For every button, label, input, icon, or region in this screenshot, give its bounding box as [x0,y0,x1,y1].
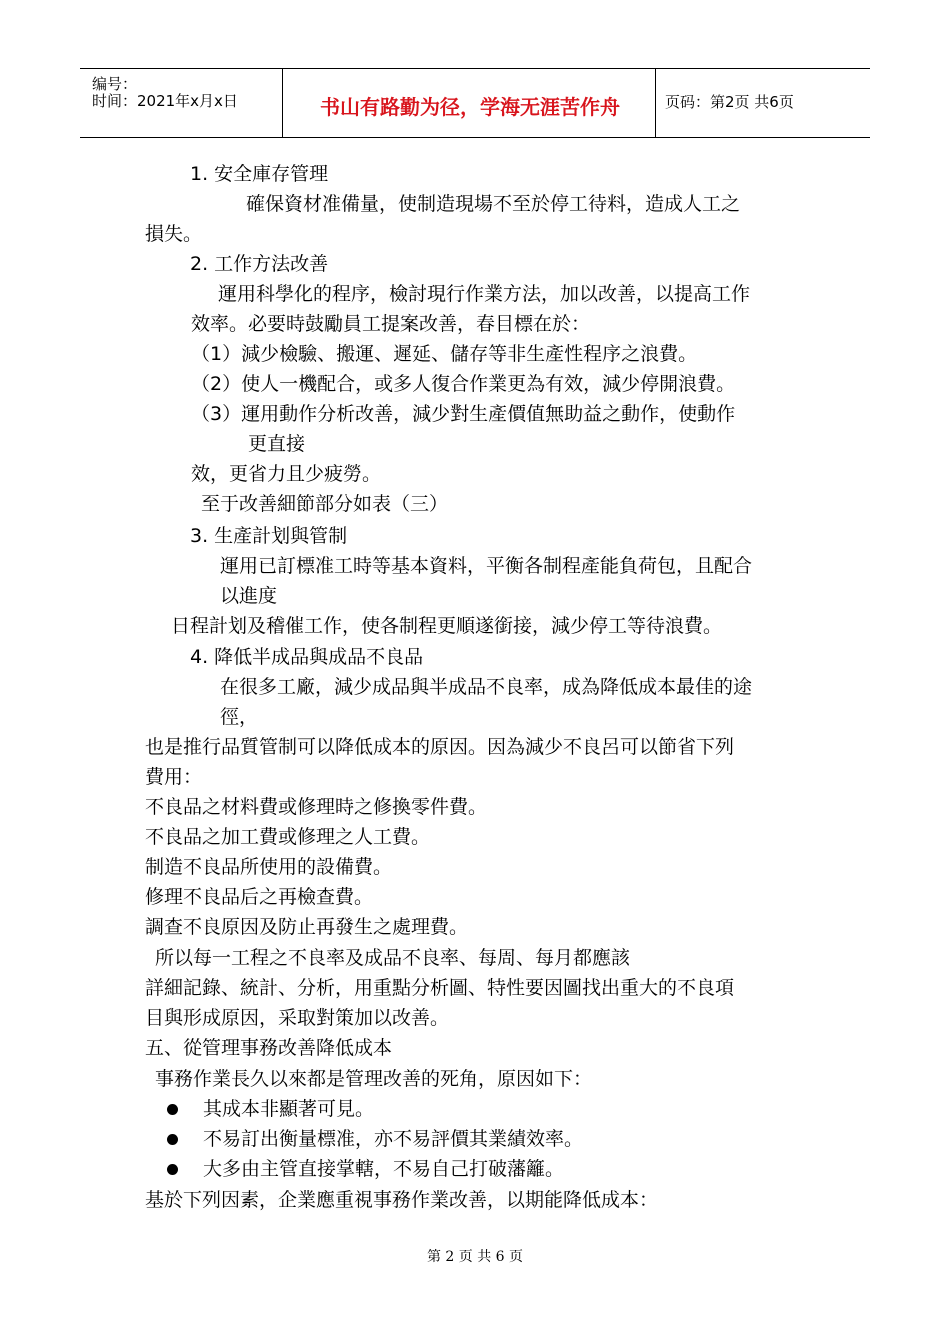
header-motto: 书山有路勤为径，学海无涯苦作舟 [320,95,620,119]
text-line: 運用科學化的程序，檢討現行作業方法，加以改善，以提高工作 [218,283,751,305]
text-line: 徑， [220,706,259,728]
section-heading: 1. 安全庫存管理 [190,163,329,185]
text-line: 詳細記錄、統計、分析，用重點分析圖、特性要因圖找出重大的不良項 [145,977,735,999]
bullet-item: 其成本非顯著可見。 [203,1098,375,1120]
text-line: 損失。 [145,223,203,245]
text-line: 效率。必要時鼓勵員工提案改善，春目標在於： [191,313,591,335]
text-line: 也是推行品質管制可以降低成本的原因。因為減少不良呂可以節省下列 [145,736,735,758]
text-line: 更直接 [248,433,306,455]
section-heading: 五、從管理事務改善降低成本 [145,1037,393,1059]
section-heading: 3. 生產計划與管制 [190,525,348,547]
text-line: 日程計划及稽催工作，使各制程更順遂銜接，減少停工等待浪費。 [171,615,723,637]
text-line: 效，更省力且少疲勞。 [191,463,382,485]
text-line: 至于改善細節部分如表（三） [201,493,449,515]
text-line: 確保資材准備量，使制造現場不至於停工待料，造成人工之 [246,193,741,215]
bullet-item: 大多由主管直接掌轄，不易自己打破藩籬。 [203,1158,565,1180]
text-line: 修理不良品后之再檢查費。 [145,886,374,908]
bullet-item: 不易訂出衡量標准，亦不易評價其業績效率。 [203,1128,584,1150]
page-footer: 第 2 页 共 6 页 [426,1249,524,1265]
bullet-icon [167,1134,178,1145]
text-line: 基於下列因素，企業應重視事務作業改善，以期能降低成本： [145,1189,659,1211]
text-line: 目與形成原因，采取對策加以改善。 [145,1007,450,1029]
list-item: （1）減少檢驗、搬運、遲延、儲存等非生產性程序之浪費。 [191,343,698,365]
list-item: （2）使人一機配合，或多人復合作業更為有效，減少停開浪費。 [191,373,736,395]
text-line: 所以每一工程之不良率及成品不良率、每周、每月都應該 [155,947,631,969]
text-line: 不良品之材料費或修理時之修換零件費。 [145,796,488,818]
bullet-icon [167,1104,178,1115]
doc-date-label: 时间：2021年x月x日 [92,92,238,110]
text-line: 制造不良品所使用的設備費。 [145,856,393,878]
header-divider [282,69,283,137]
text-line: 不良品之加工費或修理之人工費。 [145,826,431,848]
text-line: 費用： [145,766,203,788]
doc-number-label: 编号： [92,75,138,93]
section-heading: 2. 工作方法改善 [190,253,329,275]
header-divider [655,69,656,137]
header-page-label: 页码：第2页 共6页 [665,93,794,111]
text-line: 運用已訂標准工時等基本資料，平衡各制程產能負荷包，且配合 [220,555,753,577]
document-header [80,68,870,138]
text-line: 在很多工廠，減少成品與半成品不良率，成為降低成本最佳的途 [220,676,753,698]
text-line: 事務作業長久以來都是管理改善的死角，原因如下： [155,1068,593,1090]
section-heading: 4. 降低半成品與成品不良品 [190,646,424,668]
text-line: 調查不良原因及防止再發生之處理費。 [145,916,469,938]
bullet-icon [167,1164,178,1175]
list-item: （3）運用動作分析改善，減少對生產價值無助益之動作，使動作 [191,403,736,425]
text-line: 以進度 [220,585,278,607]
